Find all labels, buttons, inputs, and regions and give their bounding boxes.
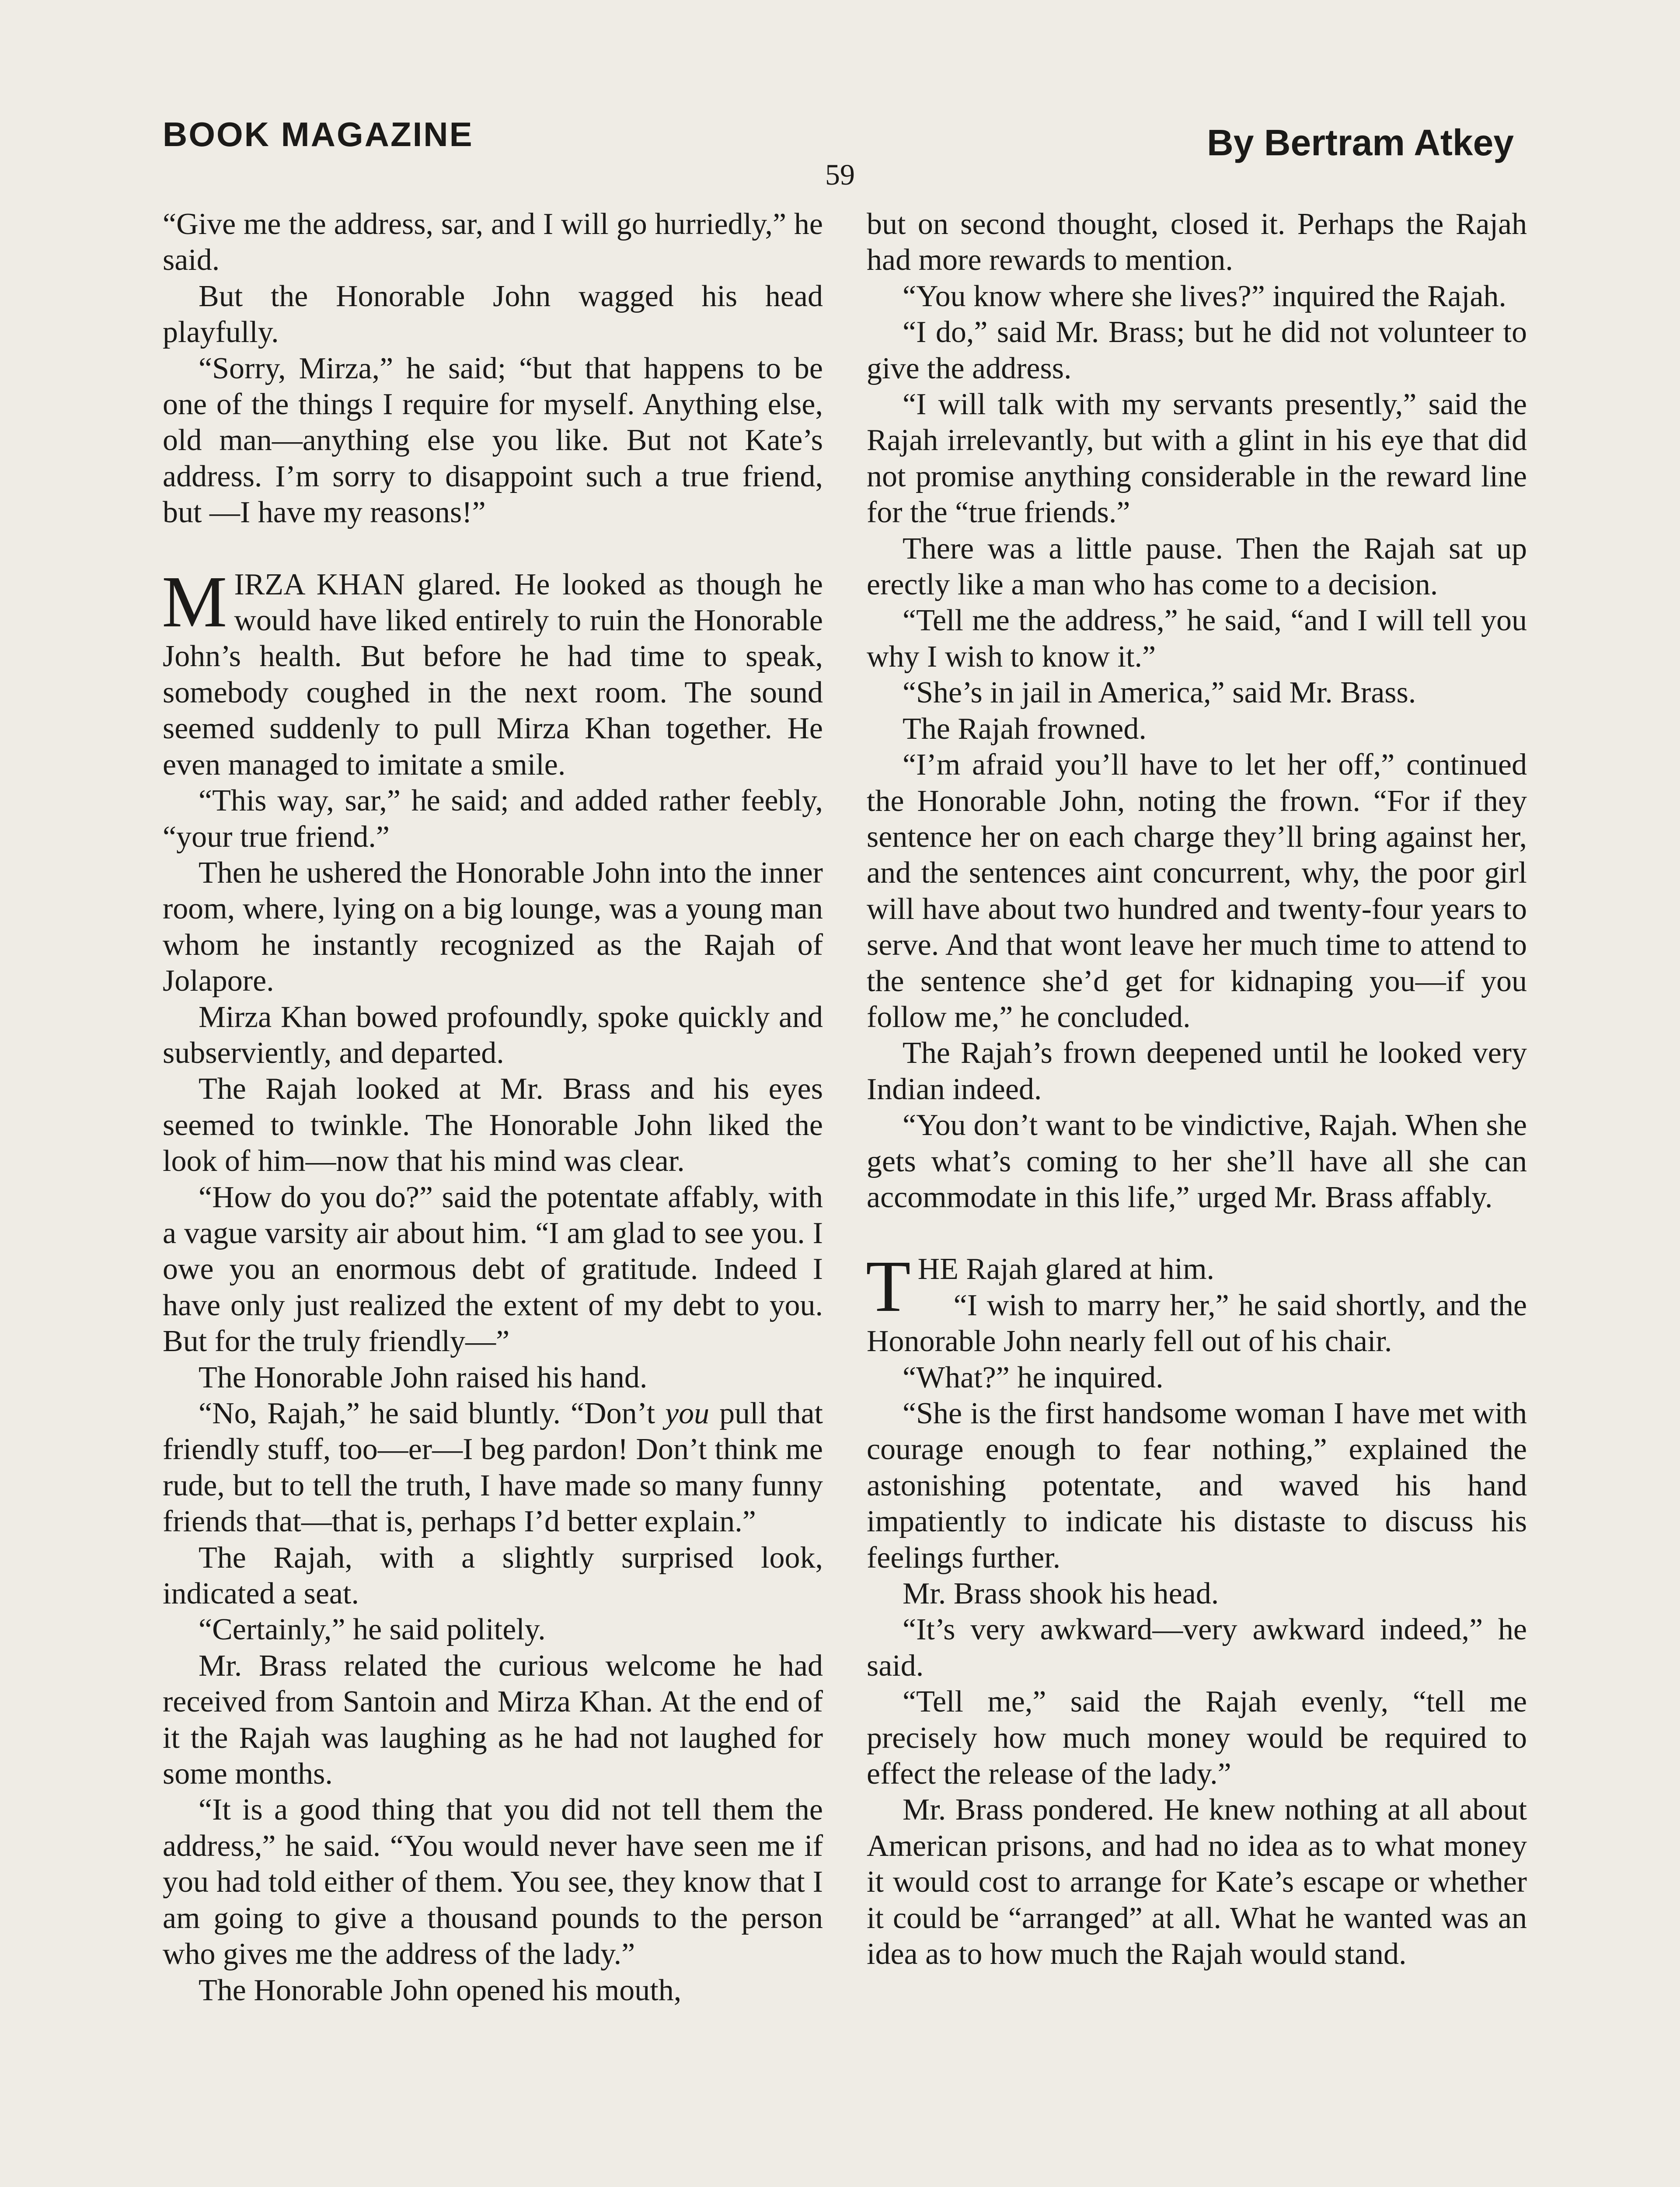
paragraph: “What?” he inquired. [903,1360,1164,1394]
drop-cap: M [162,561,227,643]
paragraph: The Rajah, with a slightly surprised look, indicated a seat. [163,1541,823,1611]
paragraph: Then he ushered the Honorable John into the inner room, where, lying on a big lounge, was a young man whom he instantly recognized as the Rajah of Jolapore. [163,856,823,998]
paragraph: “How do you do?” said the potentate affably, with a vague varsity air about him. “I am glad to see you. I owe you an enormous debt of gratitude. Indeed I have only just realized the extent of my debt to you. But for the truly friendly—” [163,1180,823,1359]
paragraph: There was a little pause. Then the Rajah sat up erectly like a man who has come to a decision. [867,531,1527,602]
page-number: 59 [825,158,855,191]
paragraph: “You don’t want to be vindictive, Rajah. When she gets what’s coming to her she’ll have all she can accommodate in this life,” urged Mr. Brass affably. [867,1108,1527,1214]
paragraph: “Tell me the address,” he said, “and I will tell you why I wish to know it.” [867,604,1527,674]
paragraph: “I do,” said Mr. Brass; but he did not volunteer to give the address. [867,315,1527,385]
paragraph: The Honorable John raised his hand. [199,1360,648,1394]
paragraph: “I wish to marry her,” he said shortly, and the Honorable John nearly fell out of his chair. [867,1288,1527,1359]
paragraph: The Rajah looked at Mr. Brass and his eyes seemed to twinkle. The Honorable John liked the look of him—now that his mind was clear. [163,1072,823,1178]
paragraph: “It is a good thing that you did not tell them the address,” he said. “You would never have seen me if you had told either of them. You see, they know that I am going to give a thousand pounds to the person who gives me the address of the lady.” [163,1793,823,1971]
text-run: “No, Rajah,” he said bluntly. “Don’t [199,1397,655,1430]
paragraph: The Rajah frowned. [903,712,1147,746]
paragraph: “This way, sar,” he said; and added rather feebly, “your true friend.” [163,784,823,854]
right-column [867,206,1527,1973]
paragraph: Mr. Brass related the curious welcome he had received from Santoin and Mirza Khan. At the end of it the Rajah was laughing as he had not laughed for some months. [163,1649,823,1791]
paragraph: Mr. Brass shook his head. [903,1577,1219,1611]
paragraph-dropcap [162,561,823,783]
paragraph: “Certainly,” he said politely. [199,1613,546,1647]
drop-cap: T [866,1246,911,1328]
paragraph-text: IRZA KHAN glared. He looked as though he would have liked entirely to ruin the Honorable John’s health. But before he had time to speak, somebody coughed in the next room. The sound seemed suddenly to pull Mirza Khan together. He even managed to imitate a smile. [163,567,823,782]
paragraph: Mr. Brass pondered. He knew nothing at all about American prisons, and had no idea as to what money it would cost to arrange for Kate’s escape or whether it could be “arranged” at all. What he wanted was an idea as to how much the Rajah would stand. [867,1793,1527,1971]
paragraph: “She is the first handsome woman I have met with courage enough to fear nothing,” explained the astonishing potentate, and waved his hand impatiently to indicate his distaste to discuss his feelings further. [867,1397,1527,1575]
paragraph-text: HE Rajah glared at him. [917,1252,1215,1286]
paragraph: But the Honorable John wagged his head playfully. [163,279,823,349]
paragraph: “Give me the address, sar, and I will go hurriedly,” he said. [163,207,823,277]
paragraph: “She’s in jail in America,” said Mr. Brass. [903,676,1416,710]
italic-text: you [665,1397,710,1430]
paragraph: The Rajah’s frown deepened until he looked very Indian indeed. [867,1036,1527,1106]
paragraph: “I’m afraid you’ll have to let her off,” continued the Honorable John, noting the frown. “For if they sentence her on each charge they’ll bring against her, and the sentences aint concurrent, why, the poor girl will have about two hundred and twenty-four years to serve. And that wont leave her much time to attend to the sentence she’d get for kidnaping you—if you follow me,” he concluded. [867,748,1527,1034]
text-run: pull that friendly stuff, too—er—I beg pardon! Don’t think me rude, but to tell the truth, I have made so many funny friends that—that is, perhaps I’d better explain.” [163,1397,823,1539]
magazine-title: BOOK MAGAZINE [163,115,474,154]
left-column [163,206,823,2009]
paragraph: “You know where she lives?” inquired the Rajah. [903,279,1506,313]
author-byline: By Bertram Atkey [1207,122,1514,163]
paragraph: “Sorry, Mirza,” he said; “but that happens to be one of the things I require for myself. Anything else, old man—anything else you like. But not Kate’s address. I’m sorry to disappoint such a true friend, but —I have my reasons!” [163,351,823,530]
paragraph: The Honorable John opened his mouth, [199,1973,682,2007]
paragraph: but on second thought, closed it. Perhaps the Rajah had more rewards to mention. [867,207,1527,277]
paragraph: “I will talk with my servants presently,” said the Rajah irrelevantly, but with a glint in his eye that did not promise anything considerable in the reward line for the “true friends.” [867,388,1527,530]
paragraph: Mirza Khan bowed profoundly, spoke quickly and subserviently, and departed. [163,1000,823,1070]
paragraph [163,1396,823,1540]
paragraph: “It’s very awkward—very awkward indeed,” he said. [867,1613,1527,1683]
paragraph: “Tell me,” said the Rajah evenly, “tell me precisely how much money would be required to effect the release of the lady.” [867,1685,1527,1791]
